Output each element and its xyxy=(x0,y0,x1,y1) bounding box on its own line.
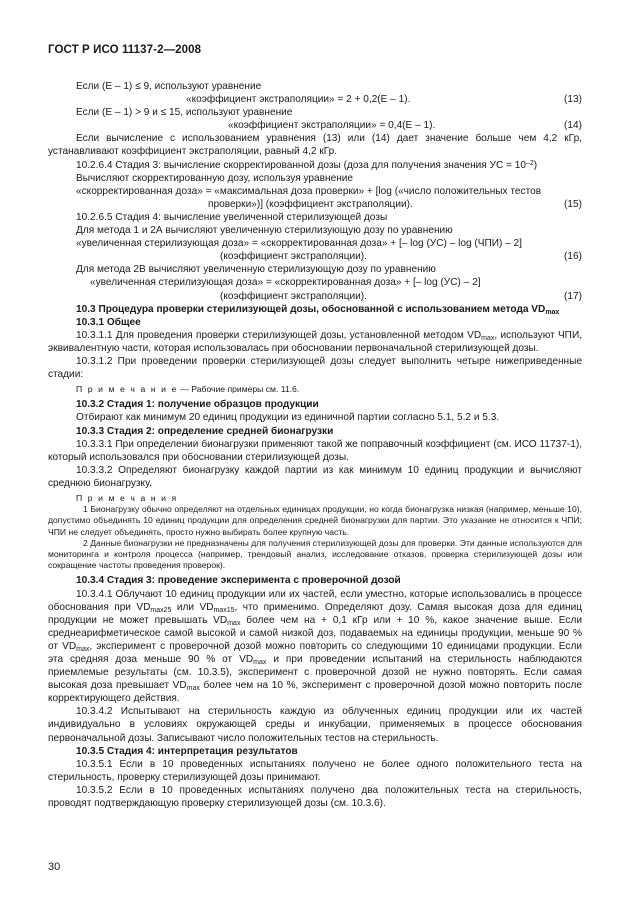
section-10-3-heading: 10.3 Процедура проверки стерилизующей дозы, обоснованной с использованием метода $VD_{max}$ xyxy=(76,303,560,316)
extrapolation-paragraph: Если вычисление с использованием уравнения (13) или (14) дает значение больше чем 4,2 кГр, устанавливают коэффициент экстраполяции, равный 4,2 кГр. xyxy=(48,133,582,158)
method2b-intro: Для метода 2В вычисляют увеличенную стерилизующую дозу по уравнению xyxy=(76,264,436,276)
paragraph-10-3-5-2: 10.3.5.2 Если в 10 проведенных испытаниях получено два положительных теста на стерильность, проводят подтверждающую проверку стерилизующей дозы (см. 10.3.6). xyxy=(48,784,582,810)
paragraph-10-3-1-1: 10.3.1.1 Для проведения проверки стерилизующей дозы, установленной методом $VD_{max}$, используют ЧПИ, эквивалентную части, которая использовалась при обосновании первоначальной стерилизующей дозы. xyxy=(48,329,582,354)
equation-17-number: (17) xyxy=(564,290,582,302)
note-1 xyxy=(48,384,582,395)
paragraph-10-3-4-1: 10.3.4.1 Облучают 10 единиц продукции или их частей, если уместно, которые использовались в процессе обоснования при $VD_{max25}$ или $VD_{max15}$, что применимо. Определяют дозу. Самая высокая доза для единиц продукции не может превышать $VD_{max}$ более чем на + 0,1 кГр или + 10 %, какое значение выше. Если среднеарифметическое самой высокой и самой низкой доз, подаваемых на единицы продукции, меньше 90 % от $VD_{max}$, эксперимент с проверочной дозой можно повторить со следующими 10 единицами продукции. Если эта средняя доза меньше 90 % от $VD_{max}$ и при проведении испытаний на стерильность наблюдаются приемлемые результаты (см. 10.3.5), эксперимент с проверочной дозой не нужно повторять. Если самая высокая доза превышает $VD_{max}$ более чем на 10 %, эксперимент с проверочной дозой можно повторить после корректирующего действия. xyxy=(48,588,583,705)
equation-17-text: (коэффициент экстраполяции). xyxy=(220,290,367,302)
equation-14-text: «коэффициент экстраполяции» = 0,4(E – 1). xyxy=(228,120,436,132)
equation-13-text: «коэффициент экстраполяции» = 2 + 0,2(E – 1). xyxy=(186,94,411,106)
condition-2: Если (E – 1) > 9 и ≤ 15, используют уравнение xyxy=(76,107,293,119)
section-10-3-1-heading: 10.3.1 Общее xyxy=(76,316,141,328)
method1-equation: «увеличенная стерилизующая доза» = «скорректированная доза» + [– log (УС) – log (ЧПИ) – 2] xyxy=(76,238,522,250)
section-10-3-3-heading: 10.3.3 Стадия 2: определение средней бионагрузки xyxy=(76,425,334,437)
note-item-1: 1 Бионагрузку обычно определяют на отдельных единицах продукции, но когда бионагрузка низкая (например, меньше 10), допустимо объединять 10 единиц продукции для определения средней бионагрузки для партии. Это указание не относится к ЧПИ; ЧПИ не следует объединять, просто нужно выбирать более крупную часть. xyxy=(48,504,582,537)
paragraph-10-3-3-2: 10.3.3.2 Определяют бионагрузку каждой партии из как минимум 10 единиц продукции и вычисляют среднюю бионагрузку. xyxy=(48,464,582,489)
paragraph-10-3-5-1: 10.3.5.1 Если в 10 проведенных испытаниях получено не более одного положительного теста на стерильность, проверку стерилизующей дозы принимают. xyxy=(48,758,582,783)
document-header: ГОСТ Р ИСО 11137-2—2008 xyxy=(48,44,202,56)
stage3-line2: «скорректированная доза» = «максимальная доза проверки» + [log («число положительных тестов xyxy=(76,185,542,197)
note-label: П р и м е ч а н и е xyxy=(76,384,178,395)
stage3-line1: Вычисляют скорректированную дозу, используя уравнение xyxy=(76,172,354,184)
page-number: 30 xyxy=(48,861,61,873)
equation-13-number: (13) xyxy=(564,94,582,106)
equation-15-number: (15) xyxy=(564,198,582,210)
note-text: — Рабочие примеры см. 11.6. xyxy=(177,384,300,395)
equation-16-number: (16) xyxy=(564,251,582,263)
section-10-3-4-heading: 10.3.4 Стадия 3: проведение эксперимента с проверочной дозой xyxy=(76,575,401,587)
equation-16-text: (коэффициент экстраполяции). xyxy=(220,251,367,263)
note-item-2: 2 Данные бионагрузки не предназначены для получения стерилизующей дозы для проверки. Эти данные используются для мониторинга и контроля процесса (например, трендовый анализ, исследование отказов, проверка стерилизующей дозы или сокращение частоты проведения проверок). xyxy=(48,537,582,571)
section-10-3-2-text: Отбирают как минимум 20 единиц продукции из единичной партии согласно 5.1, 5.2 и 5.3. xyxy=(76,412,500,424)
equation-17 xyxy=(48,290,582,303)
method2b-equation: «увеличенная стерилизующая доза» = «скорректированная доза» + [– log (УС) – 2] xyxy=(90,277,481,289)
section-10-3-5-heading: 10.3.5 Стадия 4: интерпретация результатов xyxy=(76,745,298,757)
paragraph-10-3-3-1: 10.3.3.1 При определении бионагрузки применяют такой же поправочный коэффициент (см. ИСО 11737-1), который использовался при обосновании стерилизующей дозы. xyxy=(48,438,582,463)
notes-label: П р и м е ч а н и я xyxy=(76,493,178,504)
page-content xyxy=(48,80,582,810)
section-10-3-2-heading: 10.3.2 Стадия 1: получение образцов продукции xyxy=(76,399,319,411)
condition-1: Если (E – 1) ≤ 9, используют уравнение xyxy=(76,81,262,92)
method1-intro: Для метода 1 и 2А вычисляют увеличенную стерилизующую дозу по уравнению xyxy=(76,225,453,237)
equation-14-number: (14) xyxy=(564,120,582,132)
equation-13 xyxy=(48,93,582,106)
equation-16 xyxy=(48,250,582,263)
paragraph-10-3-4-2: 10.3.4.2 Испытывают на стерильность каждую из облученных единиц продукции или их частей индивидуально в условиях окружающей среды и инкубации, применяемых в процессе обоснования первоначальной дозы. Записывают число положительных тестов на стерильность. xyxy=(48,706,582,744)
stage4-heading: 10.2.6.5 Стадия 4: вычисление увеличенной стерилизующей дозы xyxy=(76,211,388,223)
stage3-heading: 10.2.6.4 Стадия 3: вычисление скорректированной дозы (доза для получения значения УС = $10^{-2}$) xyxy=(76,159,538,171)
paragraph-10-3-1-2: 10.3.1.2 При проведении проверки стерилизующей дозы следует выполнить четыре нижеприведенные стадии: xyxy=(48,355,582,381)
equation-15-text: проверки»)] (коэффициент экстраполяции). xyxy=(208,198,413,210)
equation-14 xyxy=(48,119,582,132)
equation-15 xyxy=(48,198,582,211)
